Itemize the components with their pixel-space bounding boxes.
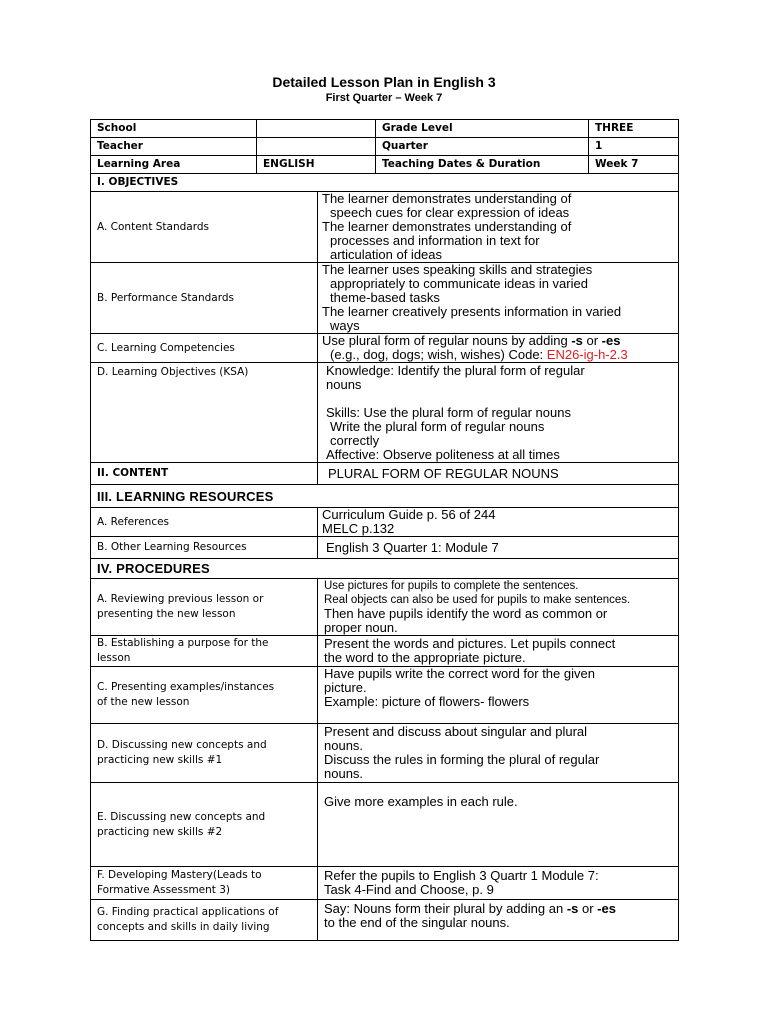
other-resources-value: English 3 Quarter 1: Module 7	[318, 537, 679, 559]
objectives-heading: I. OBJECTIVES	[91, 174, 679, 192]
table-row	[91, 783, 679, 867]
learning-objectives-value: Knowledge: Identify the plural form of regular nouns Skills: Use the plural form of regular nouns Write the plural form of regular nouns correctly Affective: Observe politeness at all times	[318, 363, 679, 463]
table-row	[91, 537, 679, 559]
table-row	[91, 138, 679, 156]
learning-resources-heading: III. LEARNING RESOURCES	[91, 485, 679, 508]
procedure-a-value: Use pictures for pupils to complete the sentences. Real objects can also be used for pupils to make sentences. Then have pupils identify the word as common or proper noun.	[318, 579, 679, 636]
procedure-a-label: A. Reviewing previous lesson or presenting the new lesson	[91, 579, 318, 636]
references-label: A. References	[91, 508, 318, 537]
page-title: Detailed Lesson Plan in English 3	[272, 74, 496, 90]
procedure-d-label: D. Discussing new concepts and practicing new skills #1	[91, 724, 318, 783]
procedure-f-label: F. Developing Mastery(Leads to Formative Assessment 3)	[91, 867, 318, 900]
table-row	[91, 579, 679, 636]
teacher-label: Teacher	[91, 138, 257, 156]
procedure-g-label: G. Finding practical applications of concepts and skills in daily living	[91, 900, 318, 941]
quarter-label: Quarter	[376, 138, 589, 156]
lesson-plan-table	[90, 119, 679, 941]
procedure-g-value: Say: Nouns form their plural by adding an -s or -es to the end of the singular nouns.	[318, 900, 679, 941]
performance-standards-value: The learner uses speaking skills and strategies appropriately to communicate ideas in varied theme-based tasks The learner creatively presents information in varied ways	[318, 263, 679, 334]
learning-area-label: Learning Area	[91, 156, 257, 174]
table-row	[91, 263, 679, 334]
table-row	[91, 120, 679, 138]
table-row	[91, 363, 679, 463]
content-standards-label: A. Content Standards	[91, 192, 318, 263]
procedures-heading: IV. PROCEDURES	[91, 559, 679, 579]
table-row	[91, 485, 679, 508]
learning-competencies-label: C. Learning Competencies	[91, 334, 318, 363]
learning-area-value: ENGLISH	[257, 156, 376, 174]
table-row	[91, 636, 679, 667]
content-value: PLURAL FORM OF REGULAR NOUNS	[318, 463, 679, 485]
learning-competencies-value: Use plural form of regular nouns by adding -s or -es (e.g., dog, dogs; wish, wishes) Code: EN26-ig-h-2.3	[318, 334, 679, 363]
school-value	[257, 120, 376, 138]
table-row	[91, 900, 679, 941]
quarter-value: 1	[589, 138, 679, 156]
learning-objectives-label: D. Learning Objectives (KSA)	[91, 363, 318, 463]
procedure-b-label: B. Establishing a purpose for the lesson	[91, 636, 318, 667]
procedure-e-label: E. Discussing new concepts and practicing new skills #2	[91, 783, 318, 867]
table-row	[91, 463, 679, 485]
table-row	[91, 508, 679, 537]
grade-level-label: Grade Level	[376, 120, 589, 138]
grade-level-value: THREE	[589, 120, 679, 138]
procedure-f-value: Refer the pupils to English 3 Quartr 1 Module 7: Task 4-Find and Choose, p. 9	[318, 867, 679, 900]
page-subtitle: First Quarter – Week 7	[325, 92, 443, 104]
competency-code: EN26-ig-h-2.3	[546, 347, 628, 362]
procedure-c-label: C. Presenting examples/instances of the new lesson	[91, 667, 318, 724]
table-row	[91, 667, 679, 724]
teaching-dates-label: Teaching Dates & Duration	[376, 156, 589, 174]
procedure-d-value: Present and discuss about singular and plural nouns. Discuss the rules in forming the plural of regular nouns.	[318, 724, 679, 783]
procedure-c-value: Have pupils write the correct word for the given picture. Example: picture of flowers- flowers	[318, 667, 679, 724]
table-row	[91, 867, 679, 900]
references-value: Curriculum Guide p. 56 of 244 MELC p.132	[318, 508, 679, 537]
table-row	[91, 192, 679, 263]
table-row	[91, 724, 679, 783]
school-label: School	[91, 120, 257, 138]
performance-standards-label: B. Performance Standards	[91, 263, 318, 334]
teacher-value	[257, 138, 376, 156]
procedure-e-value: Give more examples in each rule.	[318, 783, 679, 867]
table-row	[91, 174, 679, 192]
table-row	[91, 156, 679, 174]
table-row	[91, 559, 679, 579]
table-row	[91, 334, 679, 363]
teaching-dates-value: Week 7	[589, 156, 679, 174]
content-standards-value: The learner demonstrates understanding of speech cues for clear expression of ideas The learner demonstrates understanding of processes and information in text for articulation of ideas	[318, 192, 679, 263]
other-resources-label: B. Other Learning Resources	[91, 537, 318, 559]
procedure-b-value: Present the words and pictures. Let pupils connect the word to the appropriate picture.	[318, 636, 679, 667]
content-heading: II. CONTENT	[91, 463, 318, 485]
